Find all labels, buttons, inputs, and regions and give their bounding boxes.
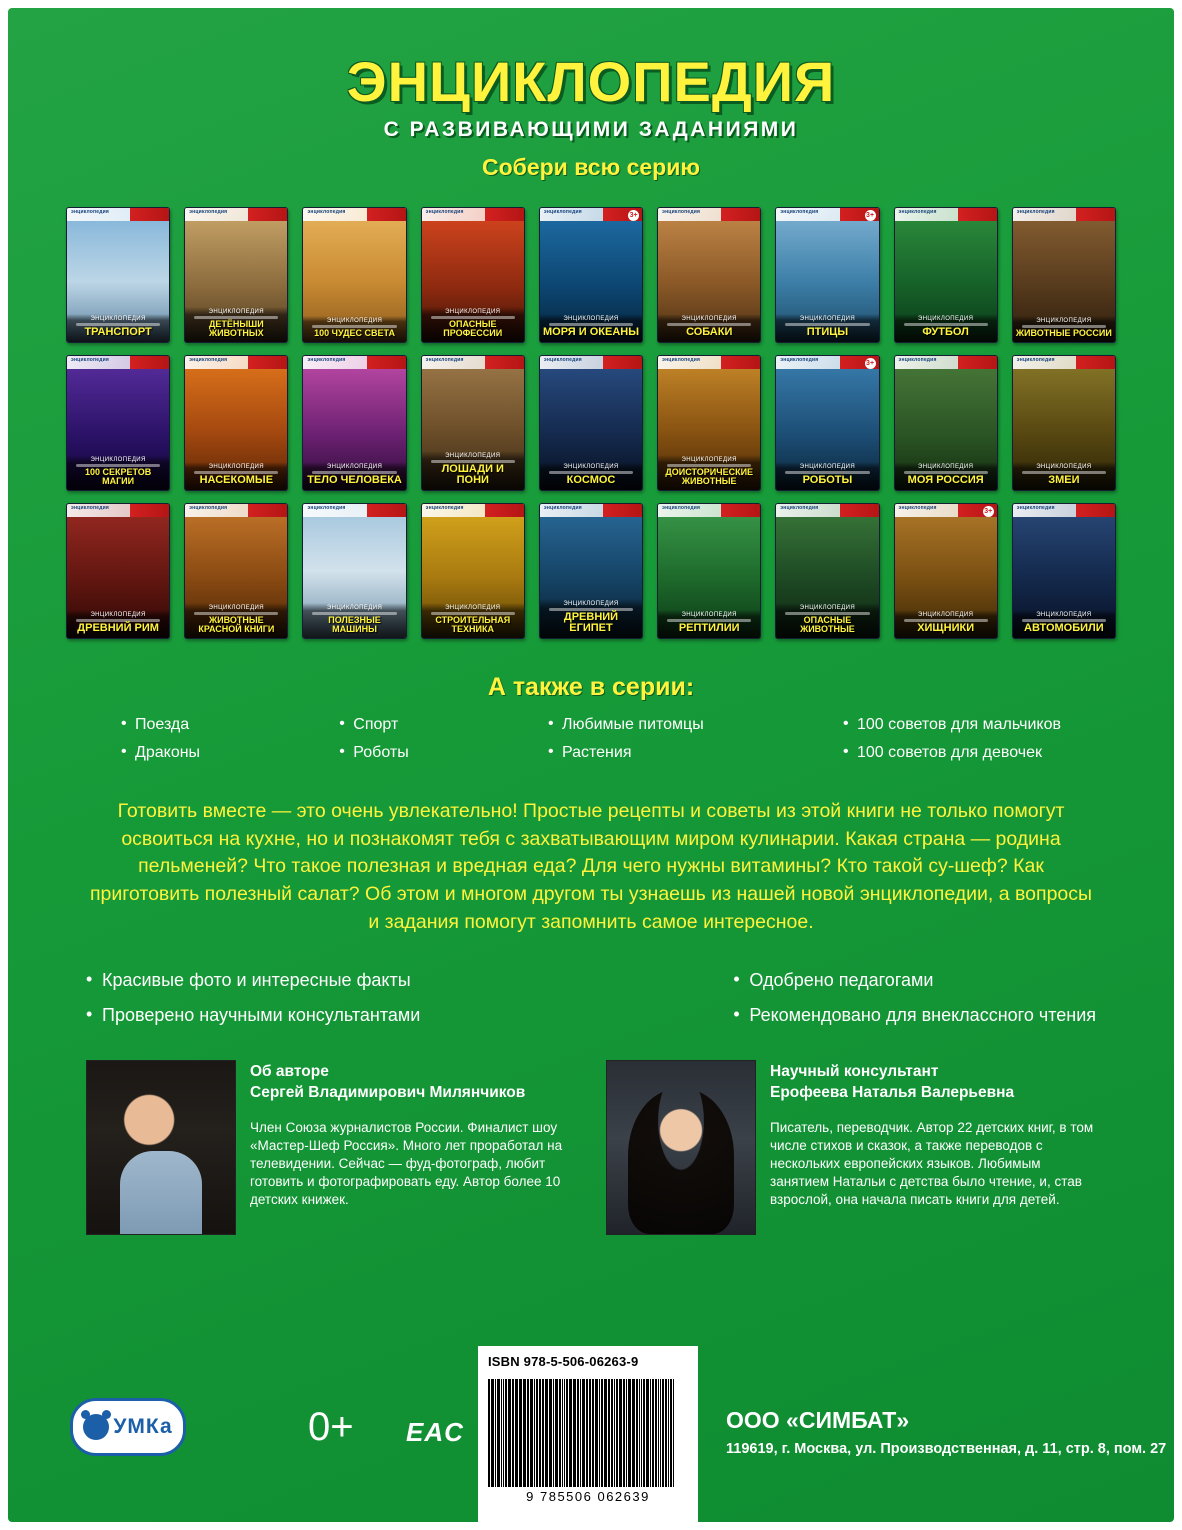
- age-rating-badge: 0+: [308, 1405, 354, 1449]
- series-cover[interactable]: [1012, 503, 1116, 639]
- cover-series-label: ЭНЦИКЛОПЕДИЯ: [90, 315, 146, 322]
- cover-series-label: ЭНЦИКЛОПЕДИЯ: [681, 611, 737, 618]
- series-cover[interactable]: [539, 355, 643, 491]
- series-cover[interactable]: [421, 207, 525, 343]
- cover-brand-text: энциклопедия: [543, 505, 582, 511]
- cover-title: 100 СЕКРЕТОВ МАГИИ: [84, 466, 152, 486]
- cover-title: МОЯ РОССИЯ: [907, 473, 984, 486]
- feature-item: • Красивые фото и интересные факты: [86, 970, 420, 991]
- series-cover[interactable]: [1012, 355, 1116, 491]
- cover-series-label: ЭНЦИКЛОПЕДИЯ: [445, 452, 501, 459]
- cover-title-band: [540, 462, 642, 490]
- consultant-name: Ерофеева Наталья Валерьевна: [770, 1083, 1015, 1101]
- cover-title: ПТИЦЫ: [806, 325, 849, 338]
- series-cover[interactable]: [302, 355, 406, 491]
- cover-title-band: [540, 314, 642, 342]
- cover-title: ДОИСТОРИЧЕСКИЕ ЖИВОТНЫЕ: [665, 466, 754, 486]
- age-badge: 3+: [984, 508, 993, 515]
- cover-series-label: ЭНЦИКЛОПЕДИЯ: [917, 463, 974, 470]
- cover-title-band: [540, 599, 642, 638]
- cover-brand-text: энциклопедия: [1016, 357, 1055, 363]
- author-role: Об авторе: [250, 1063, 329, 1081]
- cover-title: ХИЩНИКИ: [917, 621, 975, 634]
- page-title: ЭНЦИКЛОПЕДИЯ: [346, 50, 836, 113]
- cover-brand-text: энциклопедия: [71, 505, 110, 511]
- cover-title: НАСЕКОМЫЕ: [199, 473, 274, 486]
- cover-title: ФУТБОЛ: [922, 325, 969, 338]
- series-cover[interactable]: [894, 207, 998, 343]
- cover-series-label: ЭНЦИКЛОПЕДИЯ: [563, 463, 619, 470]
- cover-brand-text: энциклопедия: [425, 357, 464, 363]
- cover-series-label: ЭНЦИКЛОПЕДИЯ: [208, 463, 264, 470]
- cover-title-band: [1013, 316, 1115, 342]
- cover-title: ЖИВОТНЫЕ РОССИИ: [1015, 327, 1112, 338]
- feature-item: • Рекомендовано для внеклассного чтения: [733, 1005, 1096, 1026]
- cover-title-band: [658, 314, 760, 342]
- also-item: • Поезда: [121, 716, 200, 734]
- series-cover[interactable]: [539, 503, 643, 639]
- cover-title: ОПАСНЫЕ ПРОФЕССИИ: [443, 318, 503, 338]
- cover-title: ТРАНСПОРТ: [84, 325, 152, 338]
- cover-series-label: ЭНЦИКЛОПЕДИЯ: [1036, 463, 1092, 470]
- cover-title-band: [422, 451, 524, 490]
- author-bio: Член Союза журналистов России. Финалист шоу «Мастер-Шеф Россия». Много лет проработал на телевидении. Сейчас — фуд-фотограф, любит готовить и фотографировать еду. Автор более 10 детских книжек.: [250, 1119, 563, 1207]
- cover-brand-text: энциклопедия: [780, 505, 819, 511]
- cover-brand-text: энциклопедия: [1016, 505, 1055, 511]
- series-cover[interactable]: [894, 503, 998, 639]
- barcode-number: 9 785506 062639: [526, 1489, 650, 1504]
- cover-brand-text: энциклопедия: [898, 505, 937, 511]
- features-left-column: [86, 970, 420, 1040]
- book-back-cover: [8, 8, 1174, 1522]
- series-cover[interactable]: [657, 503, 761, 639]
- cover-series-label: ЭНЦИКЛОПЕДИЯ: [681, 456, 737, 463]
- cover-title-band: [776, 603, 878, 638]
- publisher-logo-text: УМКа: [113, 1415, 173, 1438]
- series-cover[interactable]: [657, 355, 761, 491]
- cover-brand-text: энциклопедия: [898, 209, 937, 215]
- contributors: [86, 1060, 1096, 1235]
- cover-brand-text: энциклопедия: [662, 209, 701, 215]
- cover-title-band: [776, 462, 878, 490]
- isbn-text: ISBN 978-5-506-06263-9: [488, 1354, 639, 1369]
- cover-series-label: ЭНЦИКЛОПЕДИЯ: [563, 315, 619, 322]
- consultant-photo: [606, 1060, 756, 1235]
- cover-brand-text: энциклопедия: [543, 357, 582, 363]
- publisher-logo: [70, 1398, 186, 1456]
- cover-brand-text: энциклопедия: [425, 209, 464, 215]
- feature-item: • Одобрено педагогами: [733, 970, 1096, 991]
- cover-brand-text: энциклопедия: [425, 505, 464, 511]
- cover-title-band: [422, 307, 524, 342]
- also-in-series-columns: [121, 716, 1061, 772]
- consultant-block: [606, 1060, 1096, 1235]
- cover-title: ЗМЕИ: [1048, 473, 1080, 486]
- series-cover[interactable]: [184, 207, 288, 343]
- also-item: • 100 советов для мальчиков: [843, 716, 1061, 734]
- cover-series-label: ЭНЦИКЛОПЕДИЯ: [326, 317, 383, 324]
- features-list: [86, 970, 1096, 1040]
- also-item: • 100 советов для девочек: [843, 744, 1061, 762]
- cover-series-label: ЭНЦИКЛОПЕДИЯ: [90, 456, 146, 463]
- cover-title: ЖИВОТНЫЕ КРАСНОЙ КНИГИ: [198, 614, 275, 634]
- cover-brand-text: энциклопедия: [189, 505, 228, 511]
- age-badge: 3+: [866, 360, 875, 367]
- series-cover[interactable]: [66, 207, 170, 343]
- barcode-block: [478, 1346, 698, 1522]
- cover-title: ДЕТЁНЫШИ ЖИВОТНЫХ: [208, 318, 264, 338]
- also-item: • Роботы: [339, 744, 408, 762]
- cover-title: АВТОМОБИЛИ: [1024, 621, 1104, 634]
- cover-brand-text: энциклопедия: [780, 209, 819, 215]
- cover-title-band: [1013, 610, 1115, 638]
- cover-brand-text: энциклопедия: [662, 505, 701, 511]
- series-cover[interactable]: [302, 207, 406, 343]
- cover-title-band: [67, 610, 169, 638]
- cover-title-band: [776, 314, 878, 342]
- series-cover[interactable]: [775, 207, 879, 343]
- also-item: • Растения: [548, 744, 704, 762]
- cover-title: ПОЛЕЗНЫЕ МАШИНЫ: [328, 614, 381, 634]
- cover-series-label: ЭНЦИКЛОПЕДИЯ: [799, 463, 856, 470]
- cover-title-band: [658, 610, 760, 638]
- cover-title-band: [185, 307, 287, 342]
- cover-series-label: ЭНЦИКЛОПЕДИЯ: [326, 463, 383, 470]
- publisher-address: 119619, г. Москва, ул. Производственная, д. 11, стр. 8, пом. 27: [726, 1441, 1167, 1458]
- cover-brand-text: энциклопедия: [71, 209, 110, 215]
- cover-brand-text: энциклопедия: [1016, 209, 1055, 215]
- cover-title: ДРЕВНИЙ РИМ: [77, 621, 159, 634]
- also-column: [121, 716, 200, 772]
- cover-brand-text: энциклопедия: [307, 209, 346, 215]
- author-block: [86, 1060, 576, 1235]
- author-name: Сергей Владимирович Милянчиков: [250, 1083, 526, 1101]
- cover-series-label: ЭНЦИКЛОПЕДИЯ: [917, 611, 974, 618]
- series-cover[interactable]: [539, 207, 643, 343]
- cover-title-band: [658, 455, 760, 490]
- series-cover[interactable]: [184, 503, 288, 639]
- cover-brand-text: энциклопедия: [307, 505, 346, 511]
- cover-series-label: ЭНЦИКЛОПЕДИЯ: [445, 308, 501, 315]
- series-cover[interactable]: [184, 355, 288, 491]
- cover-title: СОБАКИ: [686, 325, 733, 338]
- cover-title-band: [895, 314, 997, 342]
- cover-series-label: ЭНЦИКЛОПЕДИЯ: [799, 604, 856, 611]
- age-badge: 3+: [629, 212, 638, 219]
- bear-icon: [83, 1414, 109, 1440]
- cover-series-label: ЭНЦИКЛОПЕДИЯ: [799, 315, 856, 322]
- cover-title-band: [67, 455, 169, 490]
- cover-series-label: ЭНЦИКЛОПЕДИЯ: [208, 604, 264, 611]
- cover-brand-text: энциклопедия: [189, 357, 228, 363]
- cover-series-label: ЭНЦИКЛОПЕДИЯ: [208, 308, 264, 315]
- cover-brand-text: энциклопедия: [543, 209, 582, 215]
- cover-series-label: ЭНЦИКЛОПЕДИЯ: [1036, 611, 1092, 618]
- cover-title-band: [67, 314, 169, 342]
- eac-mark-icon: ЕAC: [406, 1417, 464, 1447]
- series-cover-grid: [66, 207, 1116, 639]
- cover-title: ДРЕВНИЙ ЕГИПЕТ: [563, 610, 619, 634]
- feature-item: • Проверено научными консультантами: [86, 1005, 420, 1026]
- series-cover[interactable]: [421, 503, 525, 639]
- also-column: [548, 716, 704, 772]
- collect-series-text: Собери всю серию: [481, 154, 701, 180]
- cover-title-band: [303, 462, 405, 490]
- also-item: • Драконы: [121, 744, 200, 762]
- cover-title-band: [185, 603, 287, 638]
- cover-title: СТРОИТЕЛЬНАЯ ТЕХНИКА: [435, 614, 511, 634]
- cover-title: МОРЯ И ОКЕАНЫ: [543, 325, 639, 338]
- cover-title-band: [303, 603, 405, 638]
- series-cover[interactable]: [775, 355, 879, 491]
- also-item: • Спорт: [339, 716, 408, 734]
- also-column: [843, 716, 1061, 772]
- cover-title: ТЕЛО ЧЕЛОВЕКА: [307, 473, 402, 486]
- series-cover[interactable]: [421, 355, 525, 491]
- cover-series-label: ЭНЦИКЛОПЕДИЯ: [917, 315, 974, 322]
- cover-series-label: ЭНЦИКЛОПЕДИЯ: [1036, 317, 1092, 324]
- cover-title: ЛОШАДИ И ПОНИ: [441, 462, 504, 486]
- series-cover[interactable]: [66, 355, 170, 491]
- cover-series-label: ЭНЦИКЛОПЕДИЯ: [90, 611, 146, 618]
- cover-title: 100 ЧУДЕС СВЕТА: [314, 327, 395, 338]
- cover-title-band: [185, 462, 287, 490]
- cover-title: КОСМОС: [566, 473, 616, 486]
- features-right-column: [733, 970, 1096, 1040]
- consultant-bio: Писатель, переводчик. Автор 22 детских книг, в том числе стихов и сказок, а также переводов с нескольких европейских языков. Любимым занятием Натальи с детства было чтение, и, став взрослой, она начала писать книги для детей.: [770, 1119, 1094, 1207]
- page-subtitle: С РАЗВИВАЮЩИМИ ЗАДАНИЯМИ: [383, 118, 799, 141]
- cover-title: РЕПТИЛИИ: [678, 621, 740, 634]
- cover-brand-text: энциклопедия: [898, 357, 937, 363]
- cover-series-label: ЭНЦИКЛОПЕДИЯ: [563, 600, 619, 607]
- cover-brand-text: энциклопедия: [189, 209, 228, 215]
- also-item: • Любимые питомцы: [548, 716, 704, 734]
- cover-title-band: [895, 462, 997, 490]
- cover-title-band: [303, 316, 405, 342]
- cover-brand-text: энциклопедия: [780, 357, 819, 363]
- cover-title-band: [895, 610, 997, 638]
- footer: [8, 1342, 1174, 1522]
- header: [8, 8, 1174, 181]
- series-cover[interactable]: [657, 207, 761, 343]
- cover-brand-text: энциклопедия: [662, 357, 701, 363]
- cover-brand-text: энциклопедия: [71, 357, 110, 363]
- series-cover[interactable]: [894, 355, 998, 491]
- series-cover[interactable]: [775, 503, 879, 639]
- cover-title-band: [422, 603, 524, 638]
- consultant-role: Научный консультант: [770, 1063, 939, 1081]
- publisher-name: ООО «СИМБАТ»: [726, 1407, 910, 1434]
- barcode-bars: [488, 1379, 688, 1487]
- also-in-series-title: А также в серии:: [487, 673, 695, 701]
- cover-title: РОБОТЫ: [802, 473, 853, 486]
- series-cover[interactable]: [1012, 207, 1116, 343]
- series-cover[interactable]: [302, 503, 406, 639]
- cover-title: ОПАСНЫЕ ЖИВОТНЫЕ: [800, 614, 855, 634]
- cover-series-label: ЭНЦИКЛОПЕДИЯ: [445, 604, 501, 611]
- cover-series-label: ЭНЦИКЛОПЕДИЯ: [326, 604, 383, 611]
- book-description: Готовить вместе — это очень увлекательно! Простые рецепты и советы из этой книги не только помогут освоиться на кухне, но и познакомят тебя с захватывающим миром кулинарии. Какая страна — родина пельменей? Что такое полезная и вредная еда? Для чего нужны витамины? Кто такой су-шеф? Как приготовить полезный салат? Об этом и многом другом ты узнаешь из нашей новой энциклопедии, а вопросы и задания помогут запомнить самое интересное.: [89, 800, 1093, 933]
- cover-title-band: [1013, 462, 1115, 490]
- cover-brand-text: энциклопедия: [307, 357, 346, 363]
- also-column: [339, 716, 408, 772]
- age-badge: 3+: [866, 212, 875, 219]
- publisher-info: [726, 1407, 1166, 1460]
- series-cover[interactable]: [66, 503, 170, 639]
- author-photo: [86, 1060, 236, 1235]
- cover-series-label: ЭНЦИКЛОПЕДИЯ: [681, 315, 737, 322]
